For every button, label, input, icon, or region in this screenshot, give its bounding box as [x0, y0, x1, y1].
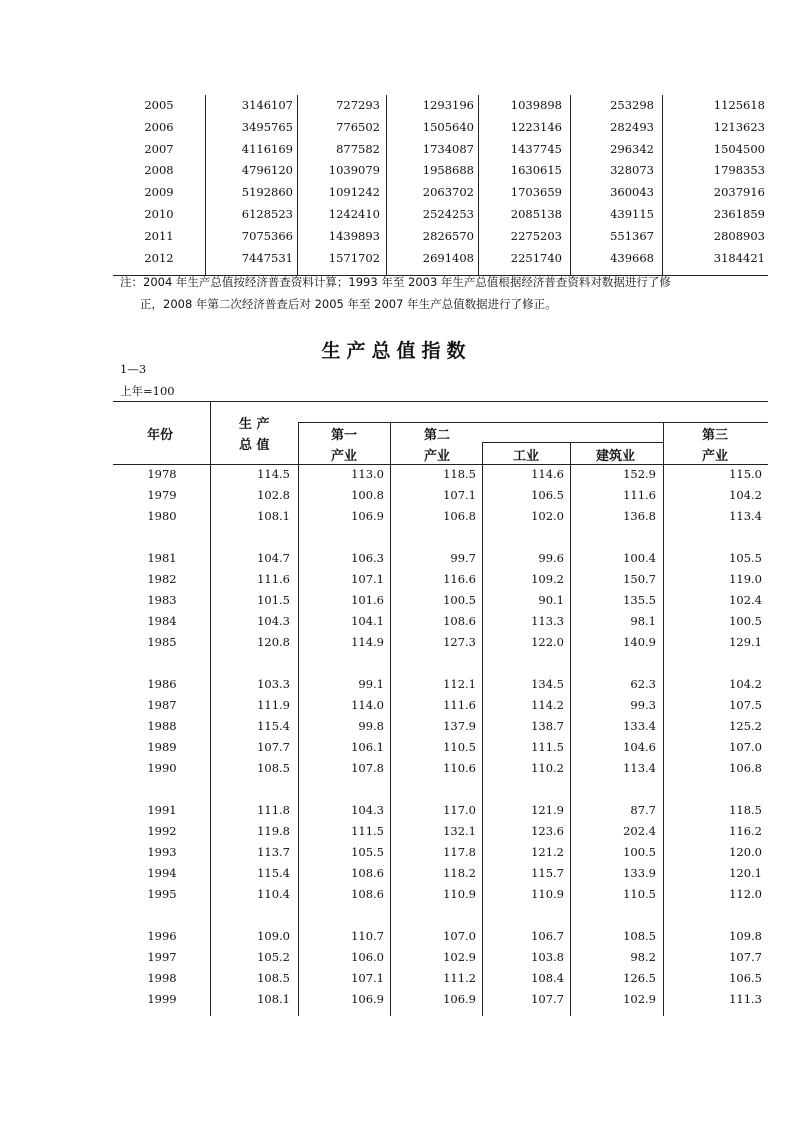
- index-table-cell: 106.9: [443, 992, 476, 1006]
- top-table-cell: 3495765: [241, 119, 293, 134]
- index-table-cell: 114.5: [257, 467, 290, 481]
- top-table-divider: [386, 95, 387, 275]
- index-table-cell: 119.8: [257, 824, 290, 838]
- index-table-cell: 202.4: [623, 824, 656, 838]
- index-table-cell: 134.5: [531, 677, 564, 691]
- index-table-cell: 117.0: [443, 803, 476, 817]
- header-divider-3: [390, 422, 391, 464]
- index-table-year: 1982: [147, 572, 177, 586]
- top-table-year: 2011: [144, 228, 174, 243]
- index-table-divider: [570, 464, 571, 1016]
- index-table-cell: 98.2: [630, 950, 656, 964]
- index-table-year: 1997: [147, 950, 177, 964]
- top-table-cell: 1571702: [328, 250, 380, 265]
- header-divider-5: [570, 442, 571, 464]
- top-table-year: 2012: [144, 250, 174, 265]
- index-table-cell: 114.9: [351, 635, 384, 649]
- index-table-cell: 111.6: [623, 488, 656, 502]
- index-table-year: 1999: [147, 992, 177, 1006]
- index-table-cell: 90.1: [538, 593, 564, 607]
- top-table-divider: [478, 95, 479, 275]
- index-table-cell: 106.9: [351, 509, 384, 523]
- index-table-cell: 115.7: [531, 866, 564, 880]
- header-gdp-line2: 总 值: [239, 438, 270, 453]
- index-table-cell: 106.5: [729, 971, 762, 985]
- index-table-year: 1990: [147, 761, 177, 775]
- top-table-cell: 253298: [610, 98, 654, 112]
- header-tertiary-line1: 第三: [702, 428, 729, 443]
- index-table-cell: 118.5: [443, 467, 476, 481]
- index-table-cell: 113.3: [531, 614, 564, 628]
- index-table-cell: 106.8: [443, 509, 476, 523]
- top-table-cell: 877582: [336, 141, 380, 156]
- index-table-cell: 108.1: [257, 509, 290, 523]
- top-table-cell: 727293: [336, 98, 380, 112]
- index-table-cell: 99.7: [450, 551, 476, 565]
- index-table-cell: 111.2: [443, 971, 476, 985]
- index-table-cell: 102.9: [443, 950, 476, 964]
- top-table-divider: [662, 95, 663, 275]
- index-table-cell: 123.6: [531, 824, 564, 838]
- top-table-cell: 1293196: [422, 98, 474, 112]
- index-table-cell: 132.1: [443, 824, 476, 838]
- index-table-cell: 104.2: [729, 677, 762, 691]
- top-table-cell: 2691408: [422, 250, 474, 265]
- index-table-cell: 121.2: [531, 845, 564, 859]
- top-table-cell: 2085138: [510, 207, 562, 221]
- top-table-year: 2008: [144, 163, 174, 178]
- index-table-cell: 99.8: [358, 719, 384, 733]
- index-table-cell: 115.4: [257, 719, 290, 733]
- index-table-cell: 117.8: [443, 845, 476, 859]
- index-table-year: 1996: [147, 929, 177, 943]
- index-table-cell: 107.7: [729, 950, 762, 964]
- index-table-cell: 113.7: [257, 845, 290, 859]
- section-title: 生产总值指数: [321, 340, 472, 362]
- table-note-line-1: 注：2004 年生产总值按经济普查资料计算；1993 年至 2003 年生产总值根据经济普查资料对数据进行了修: [120, 275, 671, 289]
- index-table-cell: 111.6: [257, 572, 290, 586]
- index-table-cell: 138.7: [531, 719, 564, 733]
- index-table-cell: 113.4: [729, 509, 762, 523]
- index-table-cell: 140.9: [623, 635, 656, 649]
- top-table-cell: 2808903: [713, 228, 765, 243]
- top-table-cell: 1439893: [328, 228, 380, 243]
- top-table-cell: 4116169: [241, 141, 293, 156]
- index-table-cell: 108.5: [623, 929, 656, 943]
- top-table-cell: 4796120: [241, 163, 293, 178]
- index-table-cell: 100.8: [351, 488, 384, 502]
- top-table-year: 2009: [144, 185, 174, 200]
- index-table-cell: 127.3: [443, 635, 476, 649]
- header-secondary-line2: 产业: [424, 449, 451, 464]
- header-primary-line2: 产业: [331, 449, 358, 464]
- index-table-cell: 110.5: [623, 887, 656, 901]
- index-table-cell: 108.4: [531, 971, 564, 985]
- index-table-cell: 104.3: [257, 614, 290, 628]
- index-table-cell: 111.6: [443, 698, 476, 712]
- index-table-cell: 102.9: [623, 992, 656, 1006]
- index-table-cell: 100.5: [623, 845, 656, 859]
- top-table-cell: 1223146: [510, 119, 562, 134]
- index-table-cell: 111.5: [531, 740, 564, 754]
- index-table-year: 1991: [147, 803, 177, 817]
- top-table-cell: 2037916: [713, 185, 765, 200]
- index-table-year: 1987: [147, 698, 177, 712]
- index-table-cell: 99.6: [538, 551, 564, 565]
- index-table-cell: 116.2: [729, 824, 762, 838]
- index-table-cell: 114.6: [531, 467, 564, 481]
- index-table-cell: 110.4: [257, 887, 290, 901]
- top-table-cell: 3184421: [713, 250, 765, 265]
- header-construction: 建筑业: [596, 449, 636, 464]
- index-table-cell: 114.0: [351, 698, 384, 712]
- header-divider-4: [482, 442, 483, 464]
- index-table-cell: 110.9: [531, 887, 564, 901]
- index-table-year: 1979: [147, 488, 177, 502]
- top-table-cell: 2361859: [713, 207, 765, 221]
- top-table-cell: 1125618: [713, 98, 765, 112]
- index-table-cell: 133.9: [623, 866, 656, 880]
- index-table-cell: 111.3: [729, 992, 762, 1006]
- index-table-year: 1981: [147, 551, 177, 565]
- top-table-cell: 2063702: [422, 185, 474, 200]
- index-table-cell: 103.8: [531, 950, 564, 964]
- top-table-cell: 2524253: [422, 207, 474, 221]
- index-table-cell: 107.8: [351, 761, 384, 775]
- index-table-cell: 104.1: [351, 614, 384, 628]
- top-table-year: 2007: [144, 141, 174, 156]
- index-table-cell: 107.5: [729, 698, 762, 712]
- top-table-year: 2005: [144, 98, 174, 112]
- index-table-year: 1995: [147, 887, 177, 901]
- index-table-cell: 122.0: [531, 635, 564, 649]
- header-year: 年份: [147, 428, 174, 443]
- index-table-cell: 135.5: [623, 593, 656, 607]
- index-table-cell: 108.6: [351, 887, 384, 901]
- index-table-cell: 107.0: [443, 929, 476, 943]
- index-table-cell: 112.1: [443, 677, 476, 691]
- index-table-cell: 110.9: [443, 887, 476, 901]
- top-table-cell: 1798353: [713, 163, 765, 178]
- top-table-cell: 1213623: [713, 119, 765, 134]
- index-table-year: 1978: [147, 467, 177, 481]
- index-table-year: 1984: [147, 614, 177, 628]
- table-number: 1—3: [120, 362, 147, 376]
- index-table-cell: 101.5: [257, 593, 290, 607]
- index-table-cell: 113.0: [351, 467, 384, 481]
- index-table-cell: 119.0: [729, 572, 762, 586]
- header-industry: 工业: [513, 449, 540, 464]
- top-table-cell: 328073: [610, 163, 654, 178]
- index-table-divider: [482, 464, 483, 1016]
- index-table-divider: [298, 464, 299, 1016]
- index-table-year: 1985: [147, 635, 177, 649]
- top-table-year: 2006: [144, 119, 174, 134]
- index-table-cell: 110.5: [443, 740, 476, 754]
- index-table-cell: 107.7: [257, 740, 290, 754]
- index-table-cell: 106.8: [729, 761, 762, 775]
- index-table-cell: 106.9: [351, 992, 384, 1006]
- index-table-cell: 100.4: [623, 551, 656, 565]
- index-table-cell: 107.7: [531, 992, 564, 1006]
- index-table-cell: 62.3: [630, 677, 656, 691]
- top-table-cell: 2826570: [422, 228, 474, 243]
- index-table-cell: 111.5: [351, 824, 384, 838]
- index-table-cell: 120.0: [729, 845, 762, 859]
- top-table-cell: 7075366: [241, 228, 293, 243]
- top-table-cell: 296342: [610, 141, 654, 156]
- index-table-cell: 105.5: [729, 551, 762, 565]
- top-table-cell: 1734087: [422, 141, 474, 156]
- top-table-cell: 1958688: [422, 163, 474, 178]
- top-table-divider: [297, 95, 298, 275]
- index-table-divider: [210, 464, 211, 1016]
- index-table-cell: 106.0: [351, 950, 384, 964]
- top-table-cell: 1703659: [510, 185, 562, 200]
- index-table-cell: 113.4: [623, 761, 656, 775]
- index-table-cell: 152.9: [623, 467, 656, 481]
- header-secondary-line1: 第二: [424, 428, 451, 443]
- top-table-divider: [570, 95, 571, 275]
- index-table-year: 1988: [147, 719, 177, 733]
- index-table-cell: 108.5: [257, 971, 290, 985]
- header-gdp-line1: 生 产: [239, 417, 270, 432]
- index-table-divider: [390, 464, 391, 1016]
- header-divider-6: [663, 422, 664, 464]
- index-table-year: 1983: [147, 593, 177, 607]
- top-table-cell: 1437745: [510, 141, 562, 156]
- index-table-cell: 107.1: [351, 971, 384, 985]
- index-table-cell: 118.5: [729, 803, 762, 817]
- top-table-cell: 360043: [610, 185, 654, 200]
- top-table-cell: 776502: [336, 119, 380, 134]
- index-table-year: 1986: [147, 677, 177, 691]
- index-table-cell: 101.6: [351, 593, 384, 607]
- index-table-cell: 108.6: [351, 866, 384, 880]
- index-table-cell: 107.1: [351, 572, 384, 586]
- top-table-cell: 282493: [610, 119, 654, 134]
- index-table-cell: 112.0: [729, 887, 762, 901]
- index-table-year: 1992: [147, 824, 177, 838]
- index-table-cell: 98.1: [630, 614, 656, 628]
- index-table-cell: 104.7: [257, 551, 290, 565]
- index-table-year: 1994: [147, 866, 177, 880]
- index-table-cell: 106.1: [351, 740, 384, 754]
- top-table-cell: 1039079: [328, 163, 380, 178]
- top-table-cell: 2275203: [510, 228, 562, 243]
- index-table-cell: 109.8: [729, 929, 762, 943]
- index-table-cell: 99.3: [630, 698, 656, 712]
- index-table-cell: 104.6: [623, 740, 656, 754]
- top-table-cell: 1630615: [510, 163, 562, 178]
- index-table-year: 1993: [147, 845, 177, 859]
- index-table-cell: 105.2: [257, 950, 290, 964]
- index-table-cell: 136.8: [623, 509, 656, 523]
- top-table-cell: 5192860: [241, 185, 293, 200]
- index-table-cell: 102.0: [531, 509, 564, 523]
- index-table-cell: 106.5: [531, 488, 564, 502]
- top-table-year: 2010: [144, 207, 174, 221]
- index-table-cell: 108.5: [257, 761, 290, 775]
- index-table-cell: 121.9: [531, 803, 564, 817]
- index-table-cell: 103.3: [257, 677, 290, 691]
- top-table-cell: 2251740: [510, 250, 562, 265]
- header-primary-line1: 第一: [331, 428, 358, 443]
- header-bottom-rule: [113, 464, 768, 465]
- base-year-note: 上年=100: [120, 384, 175, 398]
- index-table-cell: 107.1: [443, 488, 476, 502]
- index-table-cell: 129.1: [729, 635, 762, 649]
- index-table-cell: 102.8: [257, 488, 290, 502]
- header-group-rule: [298, 422, 768, 423]
- index-table-cell: 87.7: [630, 803, 656, 817]
- top-table-cell: 439668: [610, 250, 654, 265]
- index-table-cell: 110.6: [443, 761, 476, 775]
- index-table-cell: 109.2: [531, 572, 564, 586]
- top-table-cell: 1039898: [510, 98, 562, 112]
- top-table-cell: 1242410: [328, 207, 380, 221]
- top-table-cell: 6128523: [241, 207, 293, 221]
- index-table-cell: 115.4: [257, 866, 290, 880]
- top-table-cell: 1505640: [422, 119, 474, 134]
- index-table-cell: 110.7: [351, 929, 384, 943]
- top-table-cell: 1091242: [328, 185, 380, 200]
- index-table-cell: 126.5: [623, 971, 656, 985]
- index-table-cell: 133.4: [623, 719, 656, 733]
- index-table-cell: 115.0: [729, 467, 762, 481]
- index-table-year: 1980: [147, 509, 177, 523]
- index-table-cell: 120.1: [729, 866, 762, 880]
- index-table-cell: 137.9: [443, 719, 476, 733]
- index-table-cell: 108.6: [443, 614, 476, 628]
- table-note-line-2: 正，2008 年第二次经济普查后对 2005 年至 2007 年生产总值数据进行了修正。: [140, 297, 557, 311]
- index-table-cell: 111.8: [257, 803, 290, 817]
- index-table-cell: 114.2: [531, 698, 564, 712]
- index-table-year: 1989: [147, 740, 177, 754]
- top-table-cell: 551367: [610, 228, 654, 243]
- header-tertiary-line2: 产业: [702, 449, 729, 464]
- index-table-cell: 125.2: [729, 719, 762, 733]
- index-table-cell: 100.5: [729, 614, 762, 628]
- index-table-year: 1998: [147, 971, 177, 985]
- index-table-cell: 102.4: [729, 593, 762, 607]
- index-table-cell: 107.0: [729, 740, 762, 754]
- index-table-cell: 109.0: [257, 929, 290, 943]
- top-table-cell: 7447531: [241, 250, 293, 265]
- index-table-cell: 120.8: [257, 635, 290, 649]
- header-top-rule: [113, 401, 768, 402]
- index-table-cell: 118.2: [443, 866, 476, 880]
- index-table-cell: 104.3: [351, 803, 384, 817]
- top-table-cell: 1504500: [713, 141, 765, 156]
- top-table-cell: 439115: [610, 207, 654, 221]
- index-table-cell: 150.7: [623, 572, 656, 586]
- index-table-cell: 106.7: [531, 929, 564, 943]
- header-divider-2: [298, 422, 299, 464]
- index-table-cell: 99.1: [358, 677, 384, 691]
- index-table-cell: 105.5: [351, 845, 384, 859]
- index-table-cell: 116.6: [443, 572, 476, 586]
- header-divider-1: [210, 401, 211, 464]
- index-table-cell: 100.5: [443, 593, 476, 607]
- index-table-cell: 104.2: [729, 488, 762, 502]
- index-table-cell: 110.2: [531, 761, 564, 775]
- index-table-cell: 106.3: [351, 551, 384, 565]
- index-table-divider: [663, 464, 664, 1016]
- top-table-cell: 3146107: [241, 98, 293, 112]
- header-secondary-sub-rule: [482, 442, 663, 443]
- index-table-cell: 111.9: [257, 698, 290, 712]
- index-table-cell: 108.1: [257, 992, 290, 1006]
- top-table-divider: [205, 95, 206, 275]
